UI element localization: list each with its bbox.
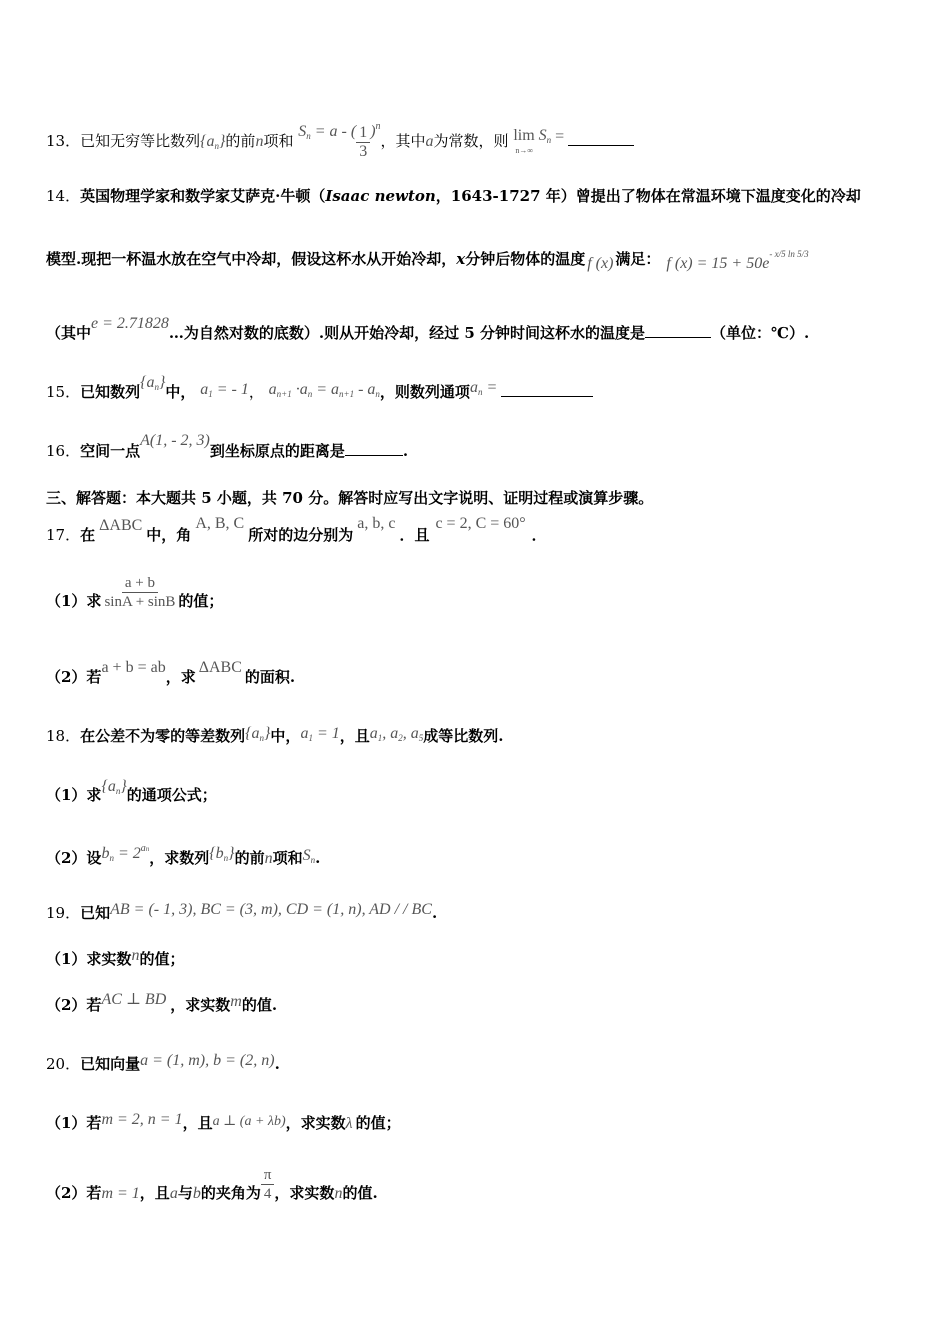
q15-number: 15． xyxy=(46,383,81,401)
q17-triangle: ΔABC xyxy=(99,517,143,534)
q17-number: 17． xyxy=(46,526,81,544)
q20-p2-condition: m = 1 xyxy=(101,1184,140,1202)
q16-line xyxy=(46,432,910,462)
q13-text-4: ，其中 xyxy=(380,132,426,151)
q13-text-5: 为常数，则 xyxy=(433,132,509,151)
q17-p2-condition: a + b = ab xyxy=(101,659,166,676)
q16-text-2: 到坐标原点的距离是 xyxy=(209,442,345,460)
q14-fx: f (x) xyxy=(587,255,614,272)
q19-vectors: AB = (- 1, 3), BC = (3, m), CD = (1, n), AD / / BC xyxy=(110,901,432,918)
q20-p2-text-4: ，求实数 xyxy=(274,1183,335,1202)
q13-answer-blank[interactable] xyxy=(568,131,634,146)
q19-number: 19． xyxy=(46,904,81,922)
q14-line-3 xyxy=(46,315,910,344)
q13-text-2: 的前 xyxy=(225,132,256,151)
q20-p2-text-3: 的夹角为 xyxy=(200,1183,261,1202)
q18-p2-text-2: 的前 xyxy=(234,849,265,867)
q20-p1-perp: a ⊥ (a + λb) xyxy=(212,1114,286,1129)
q15-seq: $\{a_n\}$ xyxy=(140,374,166,392)
q20-number: 20． xyxy=(46,1055,81,1073)
q17-sides: a, b, c xyxy=(357,515,396,532)
q15-text-2: 中， xyxy=(165,383,196,401)
q19-p1-label: （1）求实数 xyxy=(46,950,132,968)
q13-a: a xyxy=(425,133,434,151)
q16-text-1: 空间一点 xyxy=(80,442,141,460)
q18-number: 18． xyxy=(46,727,81,745)
q13-text-3: 项和 xyxy=(263,132,294,151)
q18-seq: $\{a_n\}$ xyxy=(245,725,271,743)
q20-p2-text-1: ，且 xyxy=(139,1183,170,1202)
q14-text-8: （单位：℃）. xyxy=(711,324,810,342)
q20-part-1 xyxy=(46,1113,910,1135)
q19-p1-n: n xyxy=(131,947,140,964)
q18-terms: $a_1$, $a_2$, $a_5$ xyxy=(369,725,424,743)
q20-p2-text-5: 的值. xyxy=(342,1183,378,1202)
q14-text-1: 英国物理学家和数学家艾萨克·牛顿（ xyxy=(80,187,326,205)
q14-x: x xyxy=(456,250,466,268)
q18-p2-end: . xyxy=(315,849,321,867)
q15-an: $a_n$ = xyxy=(469,379,502,397)
q18-part-1 xyxy=(46,778,910,810)
q20-line xyxy=(46,1054,910,1075)
q16-number: 16． xyxy=(46,442,81,460)
q14-e-value: e = 2.71828 xyxy=(91,315,169,332)
q15-comma: ， xyxy=(248,383,264,401)
q17-text-1: 在 xyxy=(80,526,96,544)
q20-p2-n: n xyxy=(334,1184,343,1202)
q19-p2-condition: AC ⊥ BD xyxy=(101,991,167,1008)
q19-p1-text: 的值； xyxy=(139,950,185,968)
q18-p1-text: 的通项公式； xyxy=(126,786,217,804)
q20-p1-lambda: λ xyxy=(345,1115,353,1132)
q20-text-2: . xyxy=(274,1055,280,1073)
q18-p2-n: n xyxy=(264,850,273,867)
q17-text-3: 所对的边分别为 xyxy=(248,526,354,544)
q18-text-4: 成等比数列. xyxy=(423,727,504,745)
q15-answer-blank[interactable] xyxy=(501,382,593,397)
q18-p2-text-1: ，求数列 xyxy=(149,849,210,867)
q17-p2-text-1: ，求 xyxy=(165,668,196,686)
q13-text: 已知无穷等比数列 xyxy=(80,132,201,151)
q18-p2-text-3: 项和 xyxy=(272,849,303,867)
q20-p2-label: （2）若 xyxy=(46,1183,102,1202)
q15-cond-2: $a_{n+1} \cdot a_n = a_{n+1} - a_n$ xyxy=(268,381,380,399)
q20-p2-a: a xyxy=(169,1184,178,1202)
q14-line-1 xyxy=(46,186,910,206)
q18-a1: $a_1 = 1$ xyxy=(300,725,340,743)
q14-text-5: 满足： xyxy=(615,250,661,268)
q18-p2-seq: $\{b_n\}$ xyxy=(209,845,235,863)
q18-p2-b: $b_n = 2^{an}$ xyxy=(101,843,150,863)
q17-angles: A, B, C xyxy=(195,515,245,532)
q17-p2-label: （2）若 xyxy=(46,668,102,686)
q16-text-3: . xyxy=(402,442,409,460)
q13-formula: $S_n = a$ - ( $\frac{1}{3}$ )$^n$ xyxy=(298,121,381,160)
q14-formula: f (x) = 15 + 50e xyxy=(666,255,770,272)
q18-p1-seq: $\{a_n\}$ xyxy=(101,778,127,796)
q18-part-2 xyxy=(46,844,910,873)
q20-p1-text-2: ，求实数 xyxy=(285,1114,346,1132)
q14-answer-blank[interactable] xyxy=(645,323,711,338)
q17-text-5: ． xyxy=(531,526,547,544)
q13-line xyxy=(46,121,910,161)
q19-p2-label: （2）若 xyxy=(46,996,102,1014)
q19-part-2 xyxy=(46,991,910,1016)
q19-p2-m: m xyxy=(230,993,242,1010)
q13-limit: $\lim S_n$ n→∞ xyxy=(513,127,552,156)
q20-part-2 xyxy=(46,1166,910,1203)
q18-line xyxy=(46,726,910,751)
q14-line-2 xyxy=(46,249,910,271)
q15-line xyxy=(46,374,910,407)
q17-p1-label: （1）求 xyxy=(46,591,102,610)
q15-text-3: ，则数列通项 xyxy=(379,383,470,401)
q20-p2-b: b xyxy=(192,1184,201,1202)
q19-line xyxy=(46,903,910,924)
q15-text-1: 已知数列 xyxy=(80,383,141,401)
q14-text-2: ，1643-1727 年）曾提出了物体在常温环境下温度变化的冷却 xyxy=(435,187,861,205)
q20-p2-text-2: 与 xyxy=(177,1183,193,1202)
q13-seq: $\{a_n\}$ xyxy=(200,133,226,152)
section-heading: 三、解答题：本大题共 5 小题，共 70 分。解答时应写出文字说明、证明过程或演算步骤。 xyxy=(46,489,654,507)
q14-text-3: 模型.现把一杯温水放在空气中冷却，假设这杯水从开始冷却， xyxy=(46,250,457,268)
q14-name: Isaac newton xyxy=(325,187,436,205)
q20-text-1: 已知向量 xyxy=(80,1055,141,1073)
q18-text-2: 中， xyxy=(270,727,301,745)
q17-part-1 xyxy=(46,574,910,611)
q14-number: 14． xyxy=(46,187,81,205)
q17-text-2: 中，角 xyxy=(146,526,192,544)
q20-p1-text-1: ，且 xyxy=(182,1114,213,1132)
q19-part-1 xyxy=(46,949,910,970)
q20-p2-fraction: $\frac{\pi}{4}$ xyxy=(261,1166,275,1203)
q14-formula-power: - x/5 ln 5/3 xyxy=(769,249,809,259)
q20-p1-label: （1）若 xyxy=(46,1114,102,1132)
q18-p2-label: （2）设 xyxy=(46,849,102,867)
q17-p1-text: 的值； xyxy=(178,591,224,610)
q15-cond-1: $a_1$ = - 1 xyxy=(200,381,249,399)
q17-line xyxy=(46,515,910,546)
q20-vectors: a = (1, m), b = (2, n) xyxy=(140,1052,275,1069)
q19-p2-text-2: 的值. xyxy=(241,996,278,1014)
q13-n: n xyxy=(255,133,264,151)
q18-text-1: 在公差不为零的等差数列 xyxy=(80,727,246,745)
q13-eq: = xyxy=(551,128,569,146)
q17-condition: c = 2, C = 60° xyxy=(435,515,526,532)
q13-number: 13． xyxy=(46,132,81,151)
q14-text-6: （其中 xyxy=(46,324,92,342)
q18-p1-label: （1）求 xyxy=(46,786,102,804)
q17-p1-fraction: $\frac{a + b}{\sin A + \sin B}$ xyxy=(104,575,176,610)
q19-text-1: 已知 xyxy=(80,904,111,922)
q18-text-3: ，且 xyxy=(339,727,370,745)
q17-p2-text-2: 的面积. xyxy=(244,668,296,686)
q16-answer-blank[interactable] xyxy=(345,441,403,456)
q19-text-2: . xyxy=(431,904,438,922)
q20-p1-condition: m = 2, n = 1 xyxy=(101,1111,183,1128)
q19-p2-text-1: ，求实数 xyxy=(170,996,231,1014)
q17-part-2 xyxy=(46,659,910,688)
q18-p2-S: $S_n$ xyxy=(302,847,316,865)
q14-text-4: 分钟后物体的温度 xyxy=(465,250,586,268)
q17-p2-triangle: ΔABC xyxy=(198,659,242,676)
q14-text-7: …为自然对数的底数）.则从开始冷却，经过 5 分钟时间这杯水的温度是 xyxy=(168,324,646,342)
q16-point: A(1, - 2, 3) xyxy=(140,432,210,449)
q17-text-4: ．且 xyxy=(399,526,430,544)
q20-p1-text-3: 的值； xyxy=(355,1114,401,1132)
